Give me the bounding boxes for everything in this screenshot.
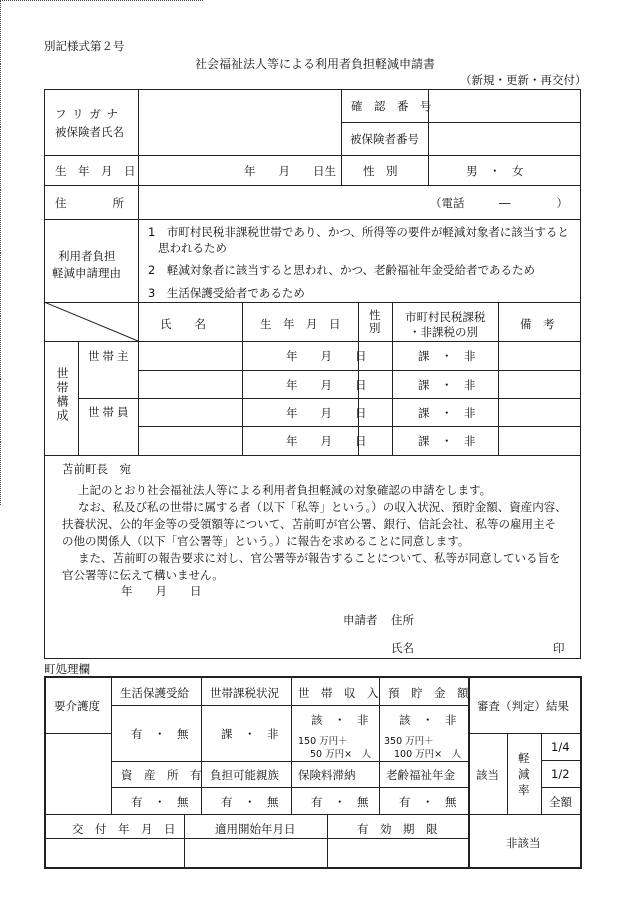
household-tax-label: 世帯課税状況	[210, 686, 279, 700]
arrears-yes-no: 有 ・ 無	[311, 795, 369, 809]
income-applies: 該 ・ 非	[311, 713, 369, 727]
col-gender: 性別	[369, 308, 381, 335]
savings-formula-1: 350 万円＋	[384, 736, 434, 747]
gender-options: 男 ・ 女	[466, 164, 524, 178]
household-income-label: 世 帯 収 入	[298, 686, 379, 700]
income-formula-2: 50 万円× 人	[310, 749, 372, 760]
furigana-label: フ リ ガ ナ	[55, 107, 119, 121]
application-type: （新規・更新・再交付）	[460, 73, 587, 87]
declaration-p3-line-2: 官公署等に伝えて構いません。	[62, 568, 224, 582]
expiry-label: 有 効 期 限	[357, 822, 438, 836]
col-tax-1: 市町村民税課税	[405, 310, 486, 324]
seal-mark: 印	[553, 641, 565, 655]
col-birth: 生 年 月 日	[260, 317, 341, 331]
applicant-name-label: 氏名	[391, 641, 414, 655]
birthdate-format: 年 月 日生	[244, 164, 336, 178]
confirmation-number-label: 確 認 番 号	[351, 99, 432, 113]
reason-label-2: 軽減申請理由	[52, 266, 121, 280]
declaration-p3-line-1: また、苫前町の報告要求に対し、官公署等が報告することについて、私等が同意している旨を	[78, 551, 561, 565]
addressee: 苫前町長 宛	[62, 462, 131, 476]
declaration-p2-line-1: なお、私及び私の世帯に属する者（以下「私等」という。）の収入状況、預貯金額、資産内容、	[78, 500, 567, 514]
form-title: 社会福祉法人等による利用者負担軽減申請書	[195, 57, 436, 71]
welfare-label: 生活保護受給	[120, 686, 189, 700]
date-format: 年 月 日	[286, 434, 367, 448]
old-age-pension-label: 老齢福祉年金	[386, 768, 455, 782]
date-format: 年 月 日	[286, 349, 367, 363]
applicant-label: 申請者	[343, 613, 378, 627]
reason-1-line-1: 1 市町村民税非課税世帯であり、かつ、所得等の要件が軽減対象者に該当すると	[148, 225, 569, 239]
reduction-rate-label: 軽減率	[518, 751, 530, 797]
date-format: 年 月 日	[286, 378, 367, 392]
gender-label: 性 別	[363, 164, 398, 178]
tax-format: 課 ・ 非	[418, 434, 476, 448]
member-label: 世帯員	[88, 405, 132, 419]
col-name: 氏 名	[160, 317, 206, 331]
reason-3: 3 生活保護受給者であるため	[148, 286, 305, 300]
pension-yes-no: 有 ・ 無	[399, 795, 457, 809]
insured-name-label: 被保険者氏名	[55, 125, 124, 139]
support-relatives-label: 負担可能親族	[210, 768, 279, 782]
rate-half: 1/2	[551, 767, 570, 781]
assets-label: 資 産 所 有	[121, 768, 202, 782]
not-eligible-label: 非該当	[506, 836, 541, 850]
reason-label-1: 利用者負担	[58, 249, 116, 263]
relatives-yes-no: 有 ・ 無	[221, 795, 279, 809]
savings-label: 預 貯 金 額	[388, 686, 469, 700]
rate-quarter: 1/4	[551, 740, 570, 754]
form-number: 別記様式第２号	[44, 39, 125, 53]
declaration-p2-line-2: 扶養状況、公的年金等の受領額等について、苫前町が官公署、銀行、信託会社、私等の雇用主そ	[62, 517, 557, 531]
review-result-label: 審査（判定）結果	[477, 699, 569, 713]
col-note: 備 考	[520, 317, 555, 331]
insured-number-label: 被保険者番号	[350, 132, 419, 146]
income-formula-1: 150 万円＋	[298, 736, 348, 747]
tax-format: 課 ・ 非	[418, 349, 476, 363]
household-tax-options: 課 ・ 非	[221, 727, 279, 741]
date-format: 年 月 日	[286, 406, 367, 420]
eligible-label: 該当	[476, 768, 499, 782]
address-label: 住 所	[55, 196, 124, 210]
declaration-date: 年 月 日	[121, 584, 202, 598]
birthdate-label: 生 年 月 日	[55, 164, 136, 178]
care-level-label: 要介護度	[54, 699, 100, 713]
savings-applies: 該 ・ 非	[399, 713, 457, 727]
rate-full: 全額	[549, 795, 572, 809]
assets-yes-no: 有 ・ 無	[131, 795, 189, 809]
issue-date-label: 交 付 年 月 日	[72, 822, 176, 836]
start-date-label: 適用開始年月日	[215, 822, 296, 836]
diagonal-line	[44, 302, 139, 342]
tax-format: 課 ・ 非	[418, 406, 476, 420]
office-section-label: 町処理欄	[44, 662, 90, 676]
tax-format: 課 ・ 非	[418, 378, 476, 392]
savings-formula-2: 100 万円× 人	[394, 749, 462, 760]
premium-arrears-label: 保険料滞納	[298, 768, 356, 782]
welfare-yes-no: 有 ・ 無	[131, 727, 189, 741]
declaration-p1: 上記のとおり社会福祉法人等による利用者負担軽減の対象確認の申請をします。	[78, 483, 492, 497]
reason-1-line-2: 思われるため	[158, 241, 227, 255]
declaration-p2-line-3: の他の関係人（以下「官公署等」という。）に報告を求めることに同意します。	[62, 534, 470, 548]
applicant-address-label: 住所	[391, 613, 414, 627]
col-tax-2: ・非課税の別	[409, 325, 478, 339]
household-section-label: 世帯構成	[55, 367, 69, 423]
head-label: 世帯主	[88, 349, 132, 363]
reason-2: 2 軽減対象者に該当すると思われ、かつ、老齢福祉年金受給者であるため	[148, 263, 536, 277]
phone-label: （電話 ― ）	[430, 196, 568, 210]
